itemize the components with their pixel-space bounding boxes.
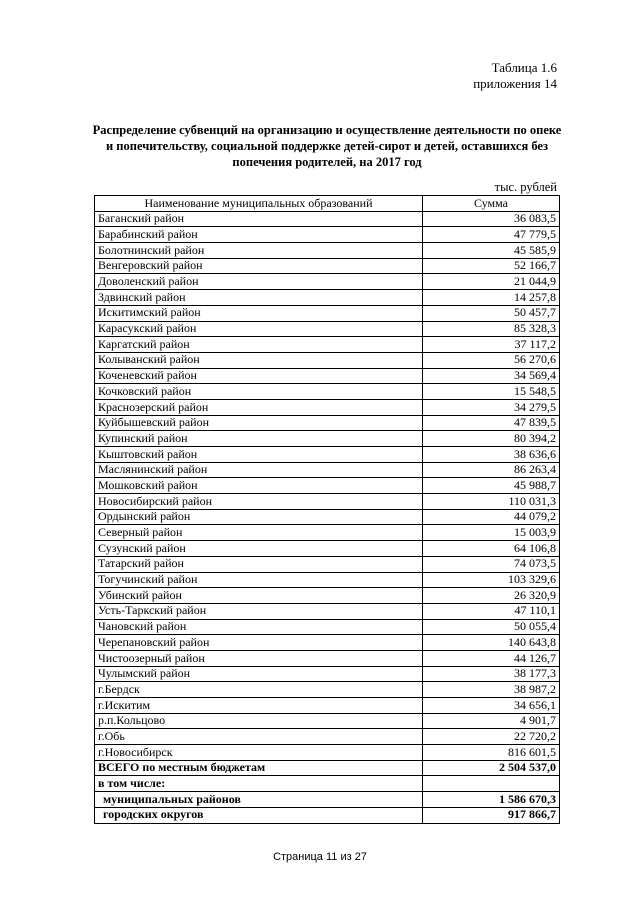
table-row: [95, 431, 560, 447]
units-label: тыс. рублей: [494, 180, 557, 194]
cell-name: Чистоозерный район: [95, 650, 423, 666]
cell-sum: 64 106,8: [423, 541, 560, 557]
cell-name: Купинский район: [95, 431, 423, 447]
table-row: [95, 619, 560, 635]
table-row: [95, 556, 560, 572]
cell-name: городских округов: [95, 807, 423, 823]
cell-name: Усть-Таркский район: [95, 603, 423, 619]
cell-sum: 37 117,2: [423, 337, 560, 353]
table-row: [95, 650, 560, 666]
cell-name: г.Обь: [95, 729, 423, 745]
cell-sum: 80 394,2: [423, 431, 560, 447]
table-row: [95, 698, 560, 714]
cell-name: Черепановский район: [95, 635, 423, 651]
cell-sum: 38 636,6: [423, 447, 560, 463]
cell-name: р.п.Кольцово: [95, 713, 423, 729]
appendix-number: приложения 14: [473, 76, 557, 91]
cell-sum: 45 988,7: [423, 478, 560, 494]
cell-sum: 50 055,4: [423, 619, 560, 635]
cell-name: г.Бердск: [95, 682, 423, 698]
table-row: [95, 666, 560, 682]
cell-name: Кочковский район: [95, 384, 423, 400]
cell-sum: 56 270,6: [423, 352, 560, 368]
cell-sum: 34 569,4: [423, 368, 560, 384]
cell-name: Здвинский район: [95, 290, 423, 306]
table-row: [95, 447, 560, 463]
subtotal-row: [95, 807, 560, 823]
table-row: [95, 635, 560, 651]
cell-sum: 917 866,7: [423, 807, 560, 823]
table-row: [95, 368, 560, 384]
table-row: [95, 290, 560, 306]
table-row: [95, 321, 560, 337]
table-row: [95, 525, 560, 541]
table-row: [95, 478, 560, 494]
cell-sum: 38 987,2: [423, 682, 560, 698]
cell-name: Искитимский район: [95, 305, 423, 321]
cell-sum: 103 329,6: [423, 572, 560, 588]
cell-sum: 4 901,7: [423, 713, 560, 729]
cell-name: муниципальных районов: [95, 792, 423, 808]
cell-name: Чулымский район: [95, 666, 423, 682]
title-line-1: Распределение субвенций на организацию и осуществление деятельности по опеке: [92, 123, 562, 137]
cell-name: Северный район: [95, 525, 423, 541]
table-row: [95, 729, 560, 745]
column-header-name: Наименование муниципальных образований: [95, 196, 423, 212]
title-line-3: попечения родителей, на 2017 год: [232, 155, 422, 169]
cell-sum: 52 166,7: [423, 258, 560, 274]
table-row: [95, 462, 560, 478]
cell-name: Татарский район: [95, 556, 423, 572]
table-body: [95, 211, 560, 823]
cell-name: Кыштовский район: [95, 447, 423, 463]
cell-name: Краснозерский район: [95, 399, 423, 415]
cell-sum: 140 643,8: [423, 635, 560, 651]
table-row: [95, 541, 560, 557]
cell-name: Маслянинский район: [95, 462, 423, 478]
cell-sum: 34 279,5: [423, 399, 560, 415]
cell-name: Карасукский район: [95, 321, 423, 337]
cell-sum: 15 548,5: [423, 384, 560, 400]
table-row: [95, 415, 560, 431]
cell-name: Каргатский район: [95, 337, 423, 353]
including-row: [95, 776, 560, 792]
document-title: [92, 122, 562, 170]
table-row: [95, 509, 560, 525]
cell-name: в том числе:: [95, 776, 423, 792]
table-row: [95, 572, 560, 588]
cell-sum: 38 177,3: [423, 666, 560, 682]
cell-sum: 26 320,9: [423, 588, 560, 604]
cell-sum: 86 263,4: [423, 462, 560, 478]
cell-sum: 1 586 670,3: [423, 792, 560, 808]
cell-name: г.Искитим: [95, 698, 423, 714]
cell-sum: 14 257,8: [423, 290, 560, 306]
table-row: [95, 603, 560, 619]
cell-sum: 47 839,5: [423, 415, 560, 431]
cell-name: Новосибирский район: [95, 494, 423, 510]
cell-name: Болотнинский район: [95, 243, 423, 259]
cell-name: Доволенский район: [95, 274, 423, 290]
cell-sum: 34 656,1: [423, 698, 560, 714]
table-row: [95, 399, 560, 415]
cell-name: Убинский район: [95, 588, 423, 604]
cell-sum: 36 083,5: [423, 211, 560, 227]
subtotal-row: [95, 792, 560, 808]
table-row: [95, 258, 560, 274]
cell-name: Тогучинский район: [95, 572, 423, 588]
cell-name: Ордынский район: [95, 509, 423, 525]
cell-name: ВСЕГО по местным бюджетам: [95, 760, 423, 776]
cell-sum: 74 073,5: [423, 556, 560, 572]
table-row: [95, 227, 560, 243]
title-line-2: и попечительству, социальной поддержке детей-сирот и детей, оставшихся без: [105, 139, 549, 153]
cell-sum: 2 504 537,0: [423, 760, 560, 776]
table-row: [95, 494, 560, 510]
table-row: [95, 243, 560, 259]
cell-sum: 50 457,7: [423, 305, 560, 321]
table-header-row: [95, 196, 560, 212]
cell-sum: 816 601,5: [423, 745, 560, 761]
table-row: [95, 713, 560, 729]
table-row: [95, 352, 560, 368]
table-number: Таблица 1.6: [491, 60, 557, 75]
cell-name: Венгеровский район: [95, 258, 423, 274]
cell-sum: [423, 776, 560, 792]
cell-name: Колыванский район: [95, 352, 423, 368]
table-row: [95, 211, 560, 227]
cell-name: Коченевский район: [95, 368, 423, 384]
cell-sum: 44 079,2: [423, 509, 560, 525]
page-number: Страница 11 из 27: [273, 851, 367, 863]
cell-name: г.Новосибирск: [95, 745, 423, 761]
table-row: [95, 745, 560, 761]
column-header-sum: Сумма: [423, 196, 560, 212]
total-row: [95, 760, 560, 776]
cell-name: Барабинский район: [95, 227, 423, 243]
cell-name: Куйбышевский район: [95, 415, 423, 431]
cell-name: Сузунский район: [95, 541, 423, 557]
cell-name: Мошковский район: [95, 478, 423, 494]
cell-sum: 47 779,5: [423, 227, 560, 243]
cell-sum: 21 044,9: [423, 274, 560, 290]
table-row: [95, 337, 560, 353]
appendix-reference: [473, 60, 557, 92]
cell-name: Чановский район: [95, 619, 423, 635]
cell-sum: 15 003,9: [423, 525, 560, 541]
cell-sum: 110 031,3: [423, 494, 560, 510]
cell-sum: 22 720,2: [423, 729, 560, 745]
cell-sum: 45 585,9: [423, 243, 560, 259]
table-row: [95, 384, 560, 400]
cell-sum: 85 328,3: [423, 321, 560, 337]
cell-sum: 44 126,7: [423, 650, 560, 666]
table-row: [95, 305, 560, 321]
table-row: [95, 274, 560, 290]
cell-sum: 47 110,1: [423, 603, 560, 619]
table-row: [95, 588, 560, 604]
table-row: [95, 682, 560, 698]
subsidy-table: [94, 195, 560, 824]
cell-name: Баганский район: [95, 211, 423, 227]
